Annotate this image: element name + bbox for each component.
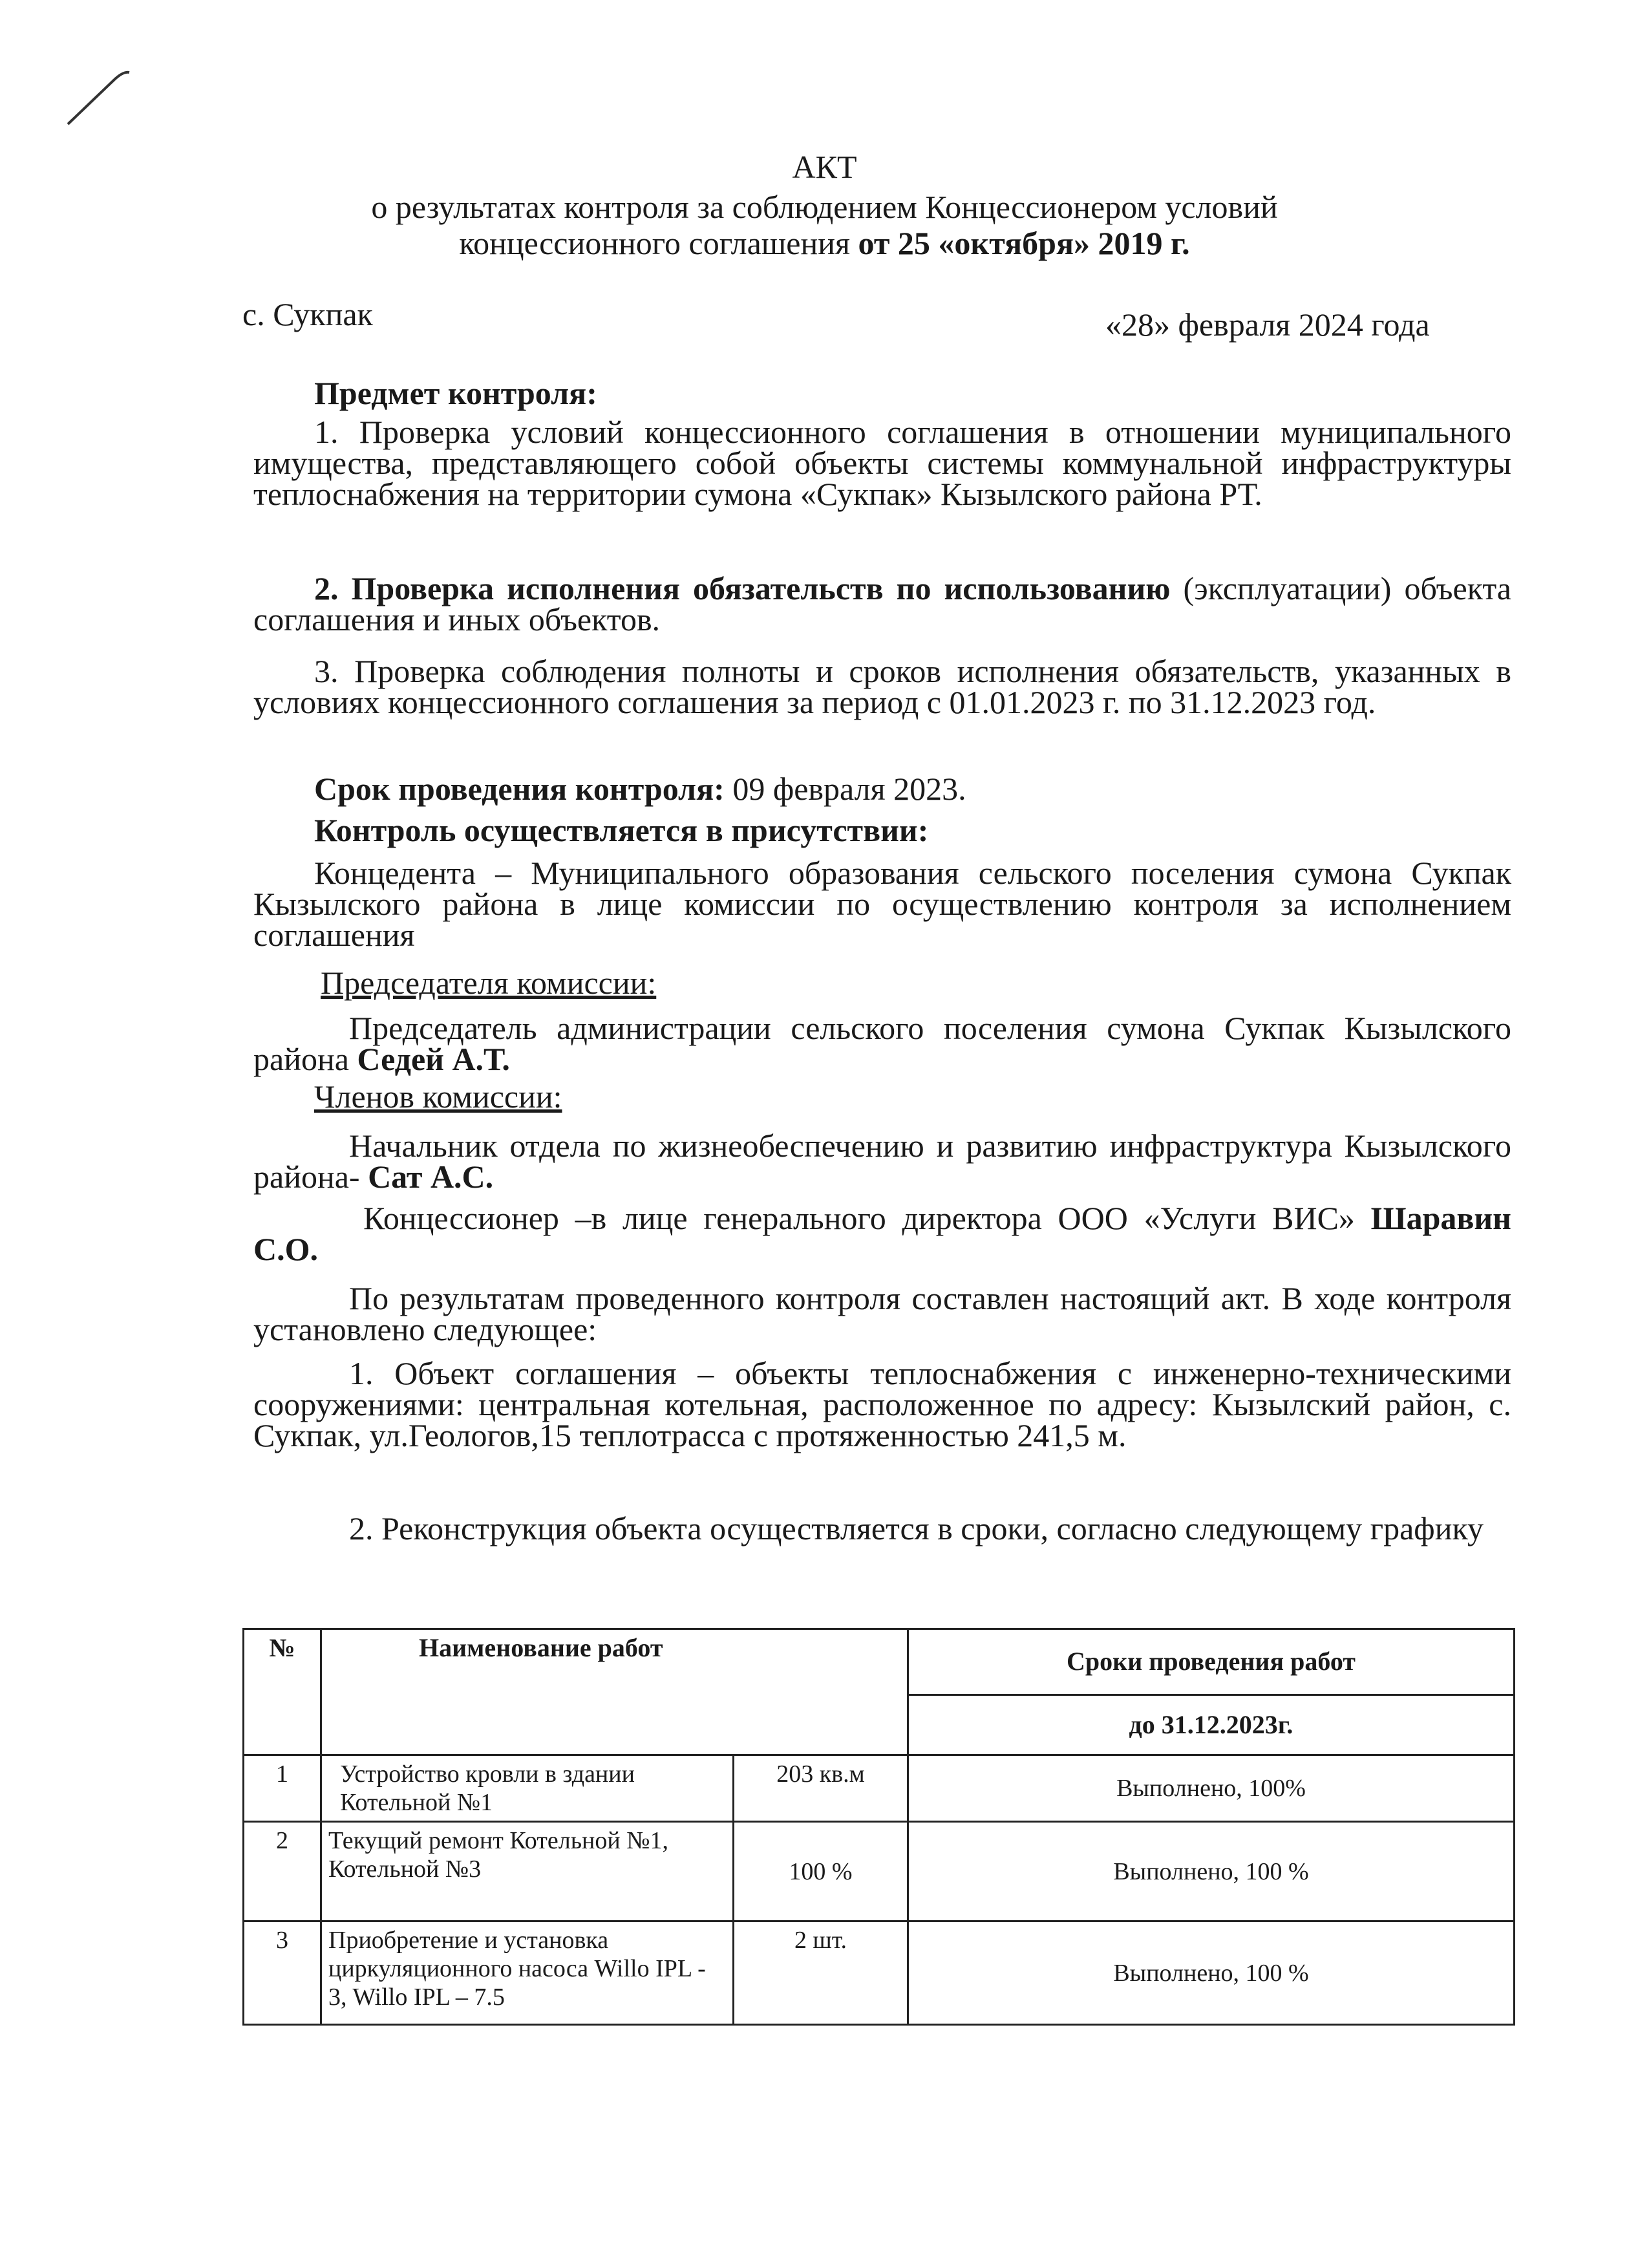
subject-item-2: 2. Проверка исполнения обязательств по использованию (эксплуатации) объекта соглашения и иных объектов. xyxy=(253,570,1511,637)
results-intro: По результатам проведенного контроля составлен настоящий акт. В ходе контроля установлено следующее: xyxy=(253,1280,1511,1347)
column-header-deadline: до 31.12.2023г. xyxy=(908,1695,1515,1755)
row-work-name: Текущий ремонт Котельной №1, Котельной №3 xyxy=(321,1822,734,1921)
control-term: Срок проведения контроля: 09 февраля 2023. xyxy=(314,771,966,807)
row-quantity: 100 % xyxy=(734,1822,908,1921)
presence-text: Концедента – Муниципального образования сельского поселения сумона Сукпак Кызылского района в лице комиссии по осуществлению контроля за исполнением соглашения xyxy=(253,855,1511,953)
members-text: Начальник отдела по жизнеобеспечению и развитию инфраструктура Кызылского района- Сат А.С. xyxy=(253,1128,1511,1195)
row-number: 2 xyxy=(244,1822,321,1921)
document-title: АКТ xyxy=(792,149,857,185)
column-header-terms: Сроки проведения работ xyxy=(908,1629,1515,1695)
subject-item-1: 1. Проверка условий концессионного соглашения в отношении муниципального имущества, представляющего собой объекты системы коммунальной инфраструктуры теплоснабжения на территории сумона «Сукпак» Кызылского района РТ. xyxy=(253,414,1511,512)
table-header-row xyxy=(244,1629,1515,1695)
chairman-heading: Председателя комиссии: xyxy=(321,965,657,1001)
results-item-1: 1. Объект соглашения – объекты теплоснабжения с инженерно-техническими сооружениями: центральная котельная, расположенное по адресу: Кызылский район, с. Сукпак, ул.Геологов,15 теплотрасса с протяженностью 241,5 м. xyxy=(253,1355,1511,1453)
document-date: «28» февраля 2024 года xyxy=(1105,306,1430,343)
row-number: 3 xyxy=(244,1921,321,2025)
row-quantity: 203 кв.м xyxy=(734,1755,908,1822)
table-row xyxy=(244,1822,1515,1921)
works-schedule-table xyxy=(242,1628,1515,2026)
subject-item-3: 3. Проверка соблюдения полноты и сроков исполнения обязательств, указанных в условиях концессионного соглашения за период с 01.01.2023 г. по 31.12.2023 год. xyxy=(253,653,1511,720)
pen-mark-icon xyxy=(65,65,136,129)
chairman-text: Председатель администрации сельского поселения сумона Сукпак Кызылского района Седей А.Т. xyxy=(253,1010,1511,1077)
document-subtitle-1: о результатах контроля за соблюдением Концессионером условий xyxy=(371,189,1278,225)
place-label: с. Сукпак xyxy=(242,296,373,332)
presence-heading: Контроль осуществляется в присутствии: xyxy=(314,812,929,848)
row-number: 1 xyxy=(244,1755,321,1822)
table-row xyxy=(244,1921,1515,2025)
row-work-name: Устройство кровли в здании Котельной №1 xyxy=(321,1755,734,1822)
row-quantity: 2 шт. xyxy=(734,1921,908,2025)
row-work-name: Приобретение и установка циркуляционного насоса Willo IPL - 3, Willo IPL – 7.5 xyxy=(321,1921,734,2025)
members-heading: Членов комиссии: xyxy=(314,1078,562,1115)
document-subtitle-2: концессионного соглашения от 25 «октября» 2019 г. xyxy=(459,225,1190,261)
results-item-2: 2. Реконструкция объекта осуществляется в сроки, согласно следующему графику xyxy=(349,1510,1484,1546)
table-row xyxy=(244,1755,1515,1822)
column-header-name: Наименование работ xyxy=(321,1629,908,1755)
row-status: Выполнено, 100% xyxy=(908,1755,1515,1822)
subject-heading: Предмет контроля: xyxy=(314,375,597,411)
row-status: Выполнено, 100 % xyxy=(908,1921,1515,2025)
concessionaire-text: Концессионер –в лице генерального директора ООО «Услуги ВИС» Шаравин С.О. xyxy=(253,1200,1511,1267)
column-header-number: № xyxy=(244,1629,321,1755)
row-status: Выполнено, 100 % xyxy=(908,1822,1515,1921)
